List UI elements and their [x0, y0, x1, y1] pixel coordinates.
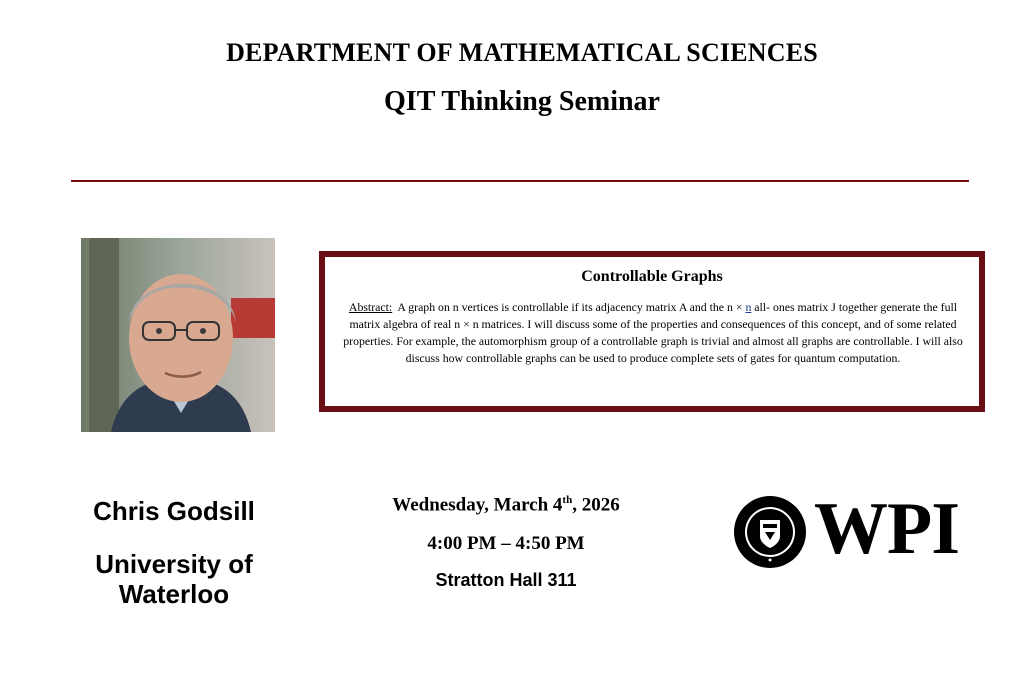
divider-rule [71, 180, 969, 182]
event-location: Stratton Hall 311 [435, 570, 577, 590]
wpi-wordmark: WPI [814, 488, 959, 570]
abstract-underlined-n: n [745, 300, 752, 314]
speaker-photo [81, 238, 275, 432]
wpi-logo [732, 488, 972, 570]
speaker-affiliation: University of Waterloo [95, 549, 253, 609]
seminar-title: QIT Thinking Seminar [384, 86, 660, 117]
speaker-name: Chris Godsill [93, 496, 255, 526]
wpi-seal-icon [732, 494, 808, 570]
abstract-box [319, 251, 985, 412]
date-ordinal: th [562, 494, 573, 506]
date-prefix: Wednesday, March 4 [392, 494, 563, 516]
event-date [356, 494, 656, 516]
department-heading: DEPARTMENT OF MATHEMATICAL SCIENCES [226, 38, 818, 67]
date-suffix: , 2026 [572, 494, 620, 516]
abstract-body-part-2: all- ones matrix J together generate the full matrix algebra of real n × n matrices. I will discuss some of the properties and consequences of this concept, and of some related properties. For example, the automorphism group of a controllable graph is trivial and almost all graphs are controllable. I will also discuss how controllable graphs can be used to produce complete sets of gates for quantum computation. [343, 300, 963, 365]
abstract-label: Abstract: [348, 300, 393, 314]
abstract-body-part-1: A graph on n vertices is controllable if its adjacency matrix A and the n × [397, 300, 746, 314]
abstract-text [339, 299, 967, 367]
speaker-portrait-image [81, 238, 275, 432]
abstract-title: Controllable Graphs [581, 268, 723, 285]
event-time: 4:00 PM – 4:50 PM [427, 533, 585, 554]
